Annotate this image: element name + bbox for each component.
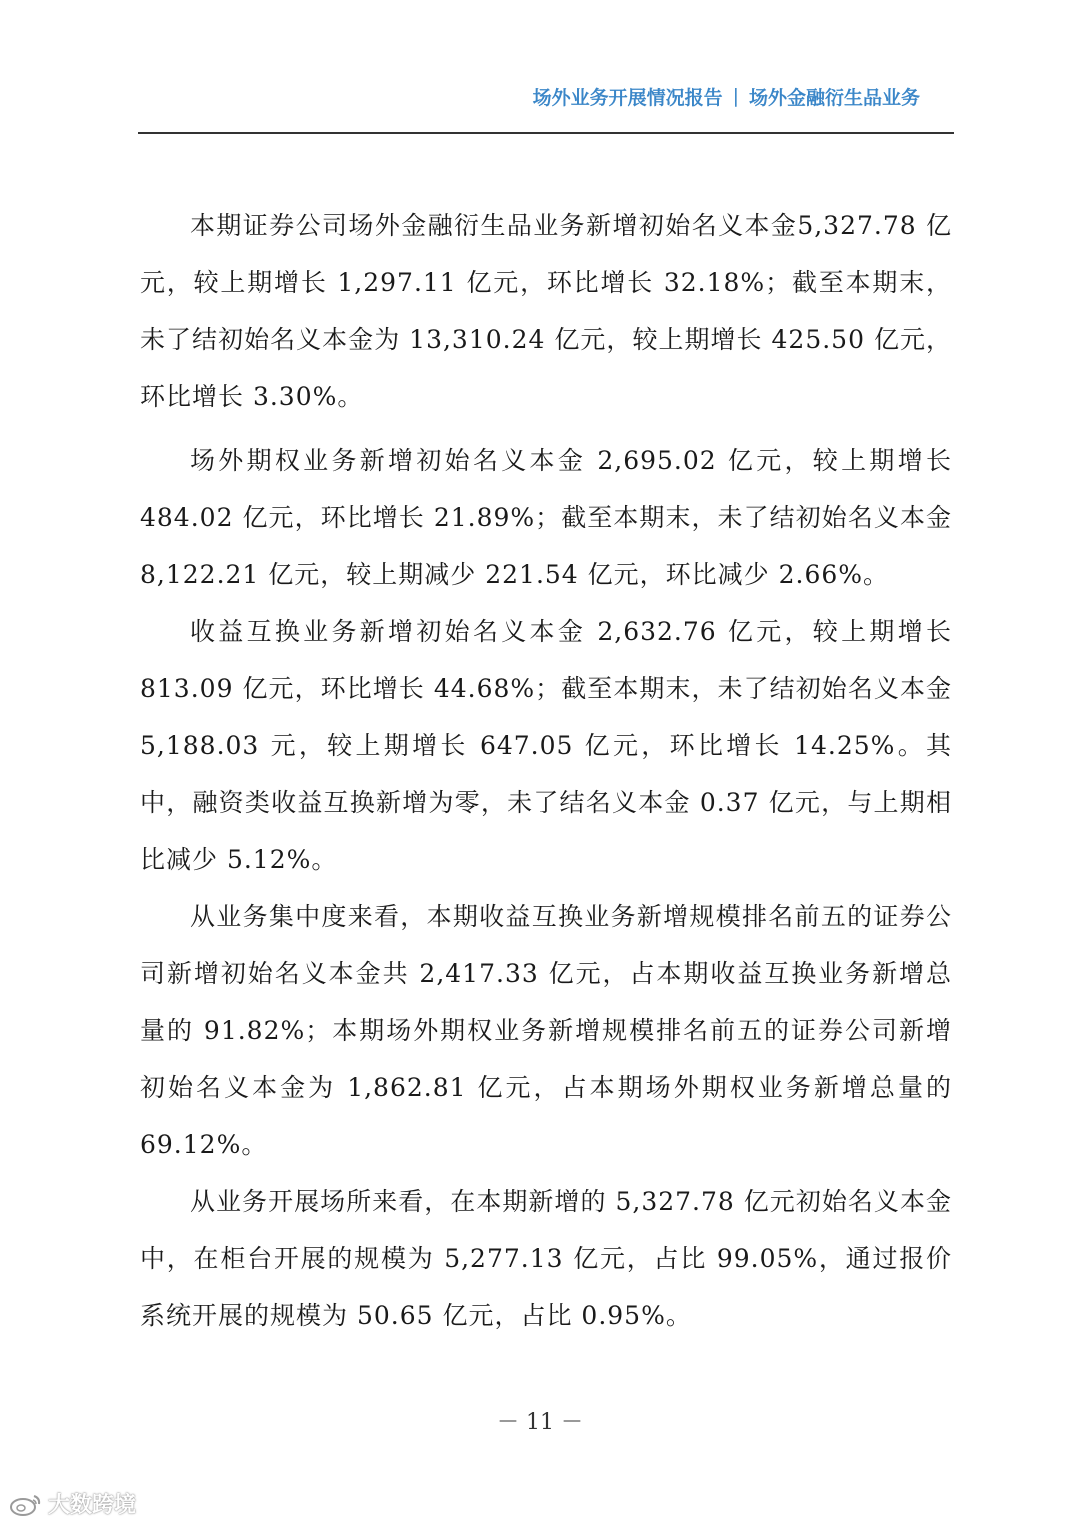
- paragraph-2: 场外期权业务新增初始名义本金 2,695.02 亿元，较上期增长 484.02 亿元，环比增长 21.89%；截至本期末，未了结初始名义本金 8,122.21 亿元，较上期减少 221.54 亿元，环比减少 2.66%。: [140, 446, 952, 589]
- paragraph-3: 收益互换业务新增初始名义本金 2,632.76 亿元，较上期增长 813.09 亿元，环比增长 44.68%；截至本期末，未了结初始名义本金 5,188.03 元，较上期增长 647.05 亿元，环比增长 14.25%。其中，融资类收益互换新增为零，未了结名义本金 0.37 亿元，与上期相比减少 5.12%。: [140, 617, 952, 874]
- paragraph-5: 从业务开展场所来看，在本期新增的 5,327.78 亿元初始名义本金中，在柜台开展的规模为 5,277.13 亿元，占比 99.05%，通过报价系统开展的规模为 50.65 亿元，占比 0.95%。: [140, 1187, 952, 1330]
- header-divider: [138, 132, 954, 134]
- header-separator: |: [732, 85, 739, 107]
- section-title: 场外金融衍生品业务: [748, 86, 920, 109]
- report-title: 场外业务开展情况报告: [532, 86, 723, 109]
- weibo-icon: [8, 1490, 44, 1518]
- paragraph-4: 从业务集中度来看，本期收益互换业务新增规模排名前五的证券公司新增初始名义本金共 2,417.33 亿元，占本期收益互换业务新增总量的 91.82%；本期场外期权业务新增规模排名前五的证券公司新增初始名义本金为 1,862.81 亿元，占本期场外期权业务新增总量的 69.12%。: [140, 902, 952, 1159]
- page-number: － 11 －: [497, 1410, 583, 1435]
- watermark: [8, 1488, 136, 1519]
- paragraph-1: 本期证券公司场外金融衍生品业务新增初始名义本金5,327.78 亿元，较上期增长 1,297.11 亿元，环比增长 32.18%；截至本期末，未了结初始名义本金为 13,310.24 亿元，较上期增长 425.50 亿元，环比增长 3.30%。: [140, 211, 952, 411]
- watermark-text: 大数跨境: [48, 1493, 137, 1518]
- body-text: [140, 197, 952, 1344]
- running-header: [533, 80, 920, 112]
